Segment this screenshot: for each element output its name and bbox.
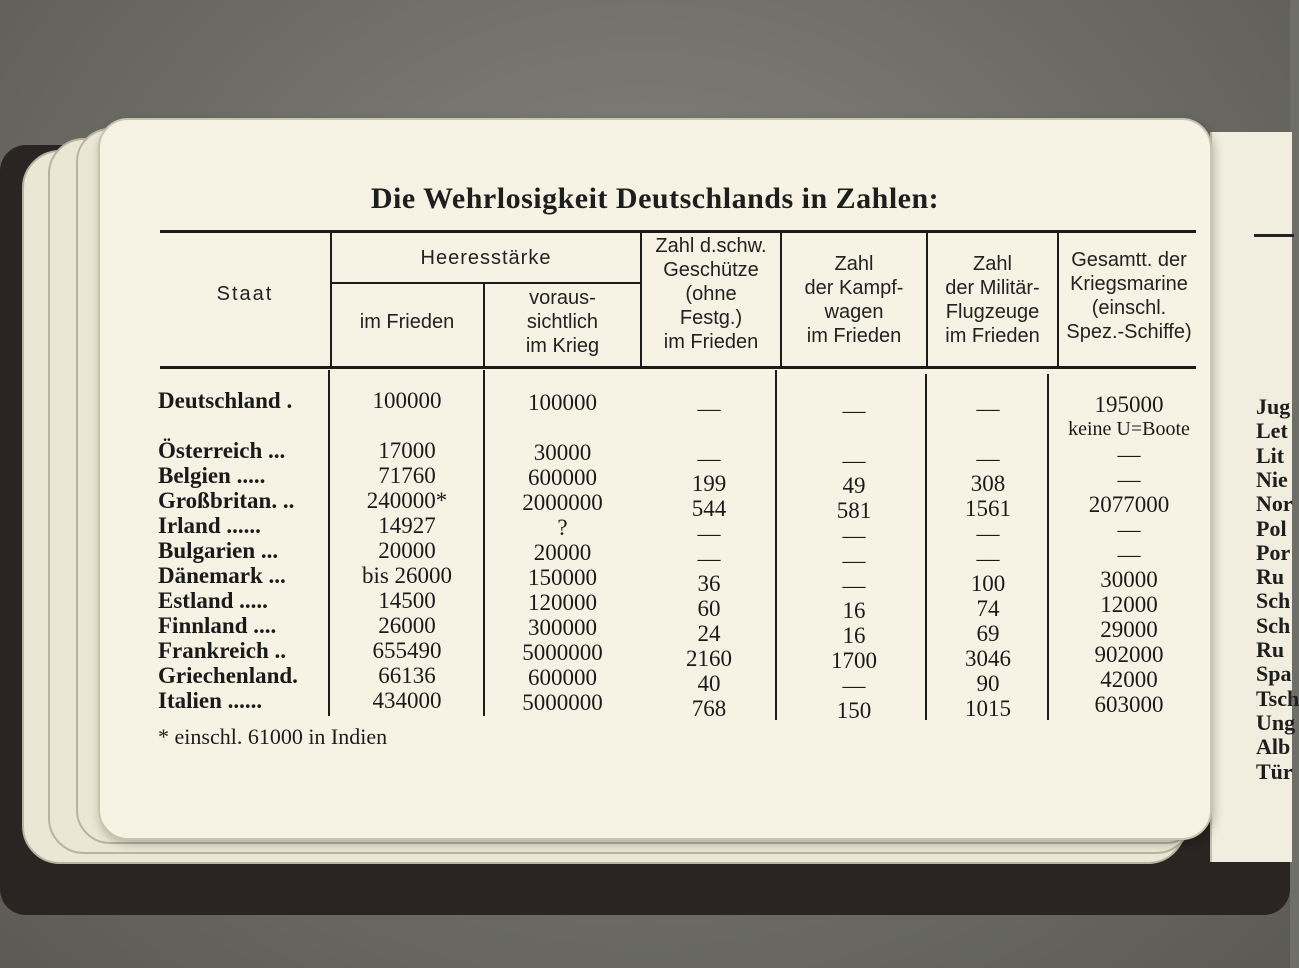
table-cell-krieg: 120000 [528,590,597,615]
facing-page-stub: Pol [1256,515,1287,541]
header-bottom-rule [160,366,1196,369]
book-page [98,118,1212,840]
table-cell-geschuetze: — [697,521,721,546]
table-cell-marine: 195000 [1094,392,1164,417]
table-cell-kampfwagen: — [842,573,866,598]
header-geschuetze: Zahl d.schw. Geschütze (ohne Festg.) im Frieden [655,235,767,353]
table-cell-krieg: 600000 [528,665,597,690]
table-cell-geschuetze: 36 [697,571,721,596]
table-cell-staat: Österreich ... [158,438,286,463]
table-cell-staat: Italien ...... [158,688,263,713]
facing-page-stub: Tsch [1256,685,1299,711]
facing-page-stub: Spa [1256,661,1292,687]
table-cell-flugzeuge: 1561 [965,496,1011,521]
table-cell-geschuetze: 60 [697,596,721,621]
heeresstaerke-underline [330,282,640,284]
table-cell-frieden: bis 26000 [361,563,453,588]
table-cell-geschuetze: 768 [691,696,727,721]
table-cell-frieden: 20000 [378,538,436,563]
table-cell-staat: Großbritan. .. [158,488,295,513]
facing-page-stub: Sch [1256,588,1291,614]
table-cell-flugzeuge: 1015 [965,696,1011,721]
table-cell-staat: Finnland .... [158,613,277,638]
table-cell-staat: Frankreich .. [158,638,286,663]
table-cell-marine: — [1117,467,1141,492]
table-top-rule [160,230,1196,233]
table-cell-krieg: 150000 [528,565,597,590]
facing-page-rule [1254,234,1294,237]
table-cell-frieden: 26000 [378,613,436,638]
table-cell-flugzeuge: 308 [970,471,1006,496]
table-cell-kampfwagen: — [842,673,866,698]
table-cell-flugzeuge: — [976,446,1000,471]
table-cell-flugzeuge: 69 [976,621,1000,646]
table-cell-geschuetze: 199 [691,471,727,496]
table-cell-flugzeuge: — [976,396,1000,421]
table-cell-krieg: ? [557,515,568,540]
table-cell-krieg: 100000 [528,390,597,415]
table-cell-frieden: 66136 [378,663,436,688]
table-cell-marine: 603000 [1094,692,1164,717]
table-cell-frieden: 14500 [378,588,436,613]
table-cell-kampfwagen: 49 [842,473,866,498]
table-cell-krieg: 20000 [533,540,592,565]
table-cell-frieden: 71760 [378,463,436,488]
table-cell-krieg: 2000000 [522,490,603,515]
table-cell-geschuetze: — [697,446,721,471]
table-cell-frieden: 100000 [372,388,442,413]
table-cell-geschuetze: 2160 [686,646,732,671]
header-heeresstaerke: Heeresstärke [420,247,552,269]
table-cell-marine: — [1117,517,1141,542]
table-cell-geschuetze: — [697,396,721,421]
table-cell-krieg: 5000000 [522,640,603,665]
table-cell-marine: 42000 [1100,667,1158,692]
table-cell-kampfwagen: — [842,523,866,548]
facing-page-stub: Ru [1256,564,1285,590]
table-cell-krieg: 5000000 [522,690,603,715]
table-cell-marine: 30000 [1100,567,1158,592]
facing-page [1210,132,1299,862]
table-cell-kampfwagen: — [842,448,866,473]
header-im-krieg: voraus- sichtlich im Krieg [525,287,600,357]
table-cell-kampfwagen: 581 [836,498,872,523]
facing-page-stub: Por [1256,539,1291,565]
table-cell-staat: Dänemark ... [158,563,286,588]
header-kriegsmarine: Gesamtt. der Kriegsmarine (einschl. Spez.-Schiffe) [1066,249,1192,343]
table-cell-flugzeuge: 90 [976,671,1000,696]
table-cell-staat: Estland ..... [158,588,268,613]
facing-page-stub: Let [1256,418,1288,444]
table-cell-flugzeuge: — [976,521,1000,546]
table-cell-krieg: 600000 [528,465,597,490]
facing-page-stub: Tür [1256,758,1293,784]
facing-page-stub: Nor [1256,491,1293,517]
table-cell-kampfwagen: — [842,548,866,573]
table-cell-marine: — [1117,442,1141,467]
facing-page-stub: Nie [1256,466,1288,492]
table-cell-geschuetze: — [697,546,721,571]
table-cell-kampfwagen: 16 [842,623,866,648]
table-cell-krieg: 300000 [528,615,597,640]
facing-page-stub: Sch [1256,612,1291,638]
table-cell-flugzeuge: 100 [970,571,1006,596]
table-cell-krieg: 30000 [533,440,592,465]
table-cell-kampfwagen: 150 [836,698,872,723]
facing-page-stub: Ung [1256,709,1296,735]
table-cell-staat: Bulgarien ... [158,538,279,563]
column-divider [328,370,330,716]
header-flugzeuge: Zahl der Militär- Flugzeuge im Frieden [945,253,1040,347]
table-cell-marine: 29000 [1100,617,1158,642]
table-cell-marine-note: keine U=Boote [1068,418,1190,440]
table-cell-geschuetze: 544 [691,496,727,521]
facing-page-stub: Ru [1256,637,1285,662]
table-cell-staat: Deutschland . [158,388,293,413]
table-cell-geschuetze: 24 [697,621,721,646]
table-cell-flugzeuge: 74 [976,596,1000,621]
header-kampfwagen: Zahl der Kampf- wagen im Frieden [804,253,904,347]
table-cell-marine: 2077000 [1088,492,1170,517]
table-cell-kampfwagen: 1700 [831,648,877,673]
table-cell-flugzeuge: — [976,546,1000,571]
table-cell-frieden: 240000* [366,488,448,513]
table-cell-marine: 902000 [1094,642,1164,667]
footnote: * einschl. 61000 in Indien [158,724,388,749]
table-cell-frieden: 14927 [378,513,436,538]
facing-page-stub: Lit [1256,442,1285,468]
header-im-frieden: im Frieden [359,311,455,333]
table-cell-flugzeuge: 3046 [965,646,1011,671]
table-cell-marine: 12000 [1100,592,1158,617]
table-cell-kampfwagen: — [842,398,866,423]
table-cell-frieden: 17000 [378,438,436,463]
table-cell-kampfwagen: 16 [842,598,866,623]
facing-page-stub: Alb [1256,734,1291,760]
table-cell-staat: Irland ...... [158,513,261,538]
page-title: Die Wehrlosigkeit Deutschlands in Zahlen: [370,182,940,215]
table-cell-frieden: 434000 [372,688,442,713]
table-cell-geschuetze: 40 [697,671,721,696]
table-cell-staat: Belgien ..... [158,463,266,488]
table-cell-staat: Griechenland. [158,663,298,688]
table-cell-frieden: 655490 [372,638,442,663]
header-staat: Staat [216,283,274,305]
table-cell-marine: — [1117,542,1141,567]
facing-page-stub: Jug [1256,394,1291,419]
